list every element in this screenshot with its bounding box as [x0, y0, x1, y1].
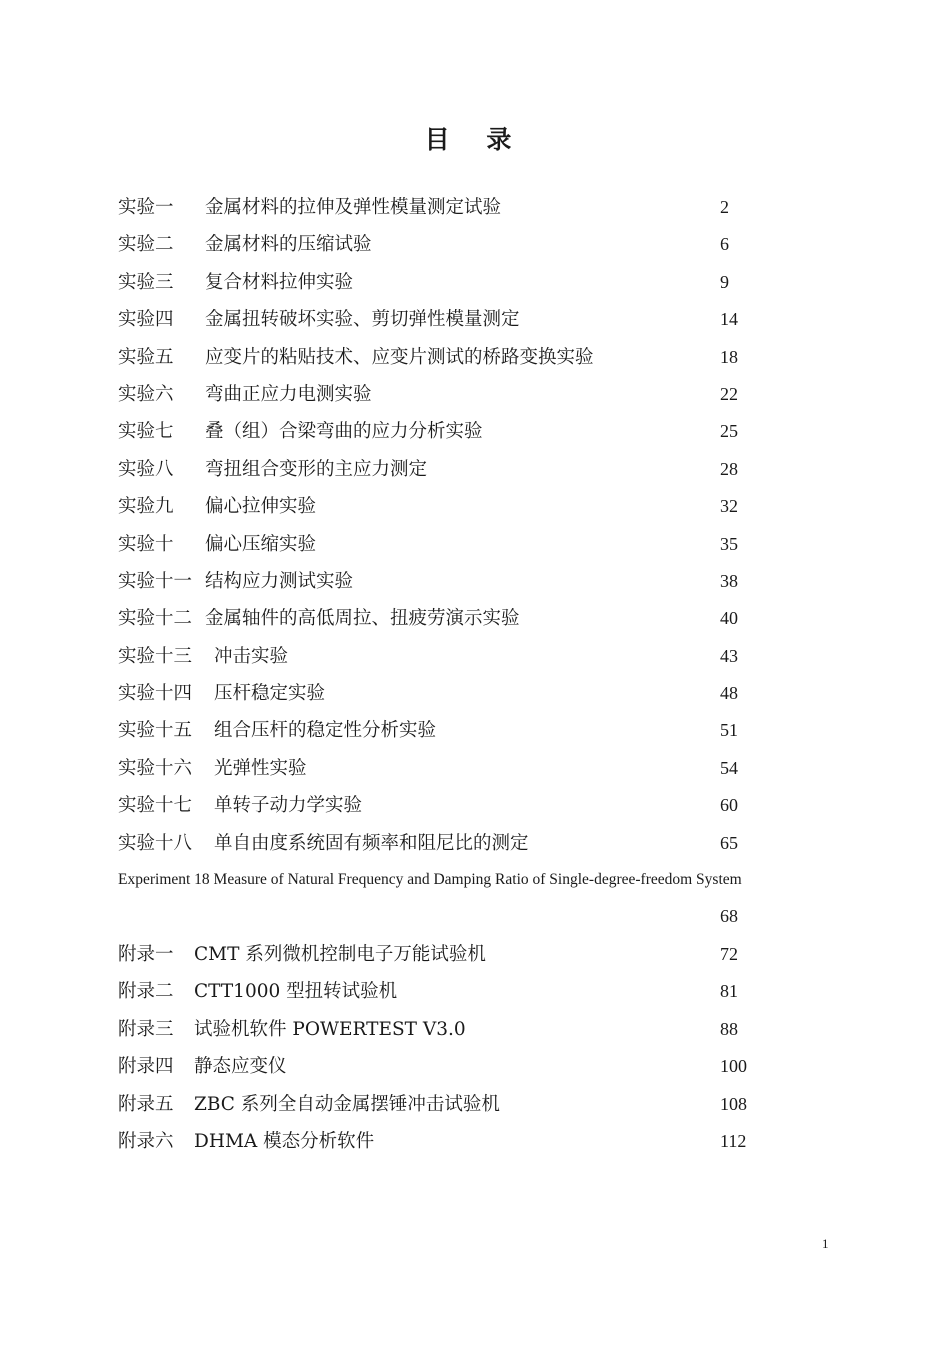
- entry-page: 9: [720, 271, 729, 292]
- entry-title: 冲击实验: [214, 645, 289, 667]
- toc-entry[interactable]: [118, 413, 818, 450]
- toc-appendix[interactable]: [118, 1011, 818, 1048]
- entry-page: 28: [720, 458, 738, 479]
- toc-entry[interactable]: [118, 825, 818, 862]
- toc-entry[interactable]: [118, 488, 818, 525]
- appendix-title: DHMA 模态分析软件: [194, 1130, 375, 1152]
- entry-label: 实验七: [118, 421, 174, 443]
- toc-entry[interactable]: [118, 675, 818, 712]
- appendix-label: 附录二: [118, 981, 174, 1003]
- toc-entry[interactable]: [118, 339, 818, 376]
- toc-entry[interactable]: [118, 787, 818, 824]
- entry-title: 结构应力测试实验: [205, 570, 354, 592]
- toc-appendix[interactable]: [118, 1048, 818, 1085]
- entry-page: 38: [720, 570, 738, 591]
- english-entry-text: Experiment 18 Measure of Natural Frequency and Damping Ratio of Single-degree-freedom System: [118, 871, 742, 889]
- entry-page: 32: [720, 496, 738, 517]
- appendix-label: 附录一: [118, 944, 174, 966]
- entry-page: 68: [720, 906, 738, 927]
- entry-page: 40: [720, 608, 738, 629]
- toc-list: [118, 189, 818, 1160]
- toc-entry[interactable]: [118, 264, 818, 301]
- toc-appendix[interactable]: [118, 936, 818, 973]
- toc-entry[interactable]: [118, 526, 818, 563]
- toc-entry[interactable]: [118, 376, 818, 413]
- appendix-page: 112: [720, 1130, 747, 1151]
- entry-title: 金属材料的压缩试验: [205, 234, 372, 256]
- appendix-page: 88: [720, 1018, 738, 1039]
- toc-entry[interactable]: [118, 301, 818, 338]
- appendix-label: 附录四: [118, 1056, 174, 1078]
- entry-title: 组合压杆的稳定性分析实验: [214, 720, 437, 742]
- entry-page: 2: [720, 197, 729, 217]
- entry-label: 实验十七: [118, 795, 193, 817]
- entry-label: 实验十八: [118, 832, 193, 854]
- appendix-title: ZBC 系列全自动金属摆锤冲击试验机: [194, 1093, 500, 1115]
- toc-entry[interactable]: [118, 451, 818, 488]
- entry-page: 51: [720, 720, 738, 741]
- entry-label: 实验十五: [118, 720, 193, 742]
- page-title: 目 录: [424, 125, 526, 154]
- entry-page: 18: [720, 346, 738, 367]
- toc-entry[interactable]: [118, 189, 818, 226]
- appendix-label: 附录五: [118, 1093, 174, 1115]
- entry-page: 60: [720, 795, 738, 816]
- entry-title: 复合材料拉伸实验: [205, 271, 354, 293]
- toc-entry[interactable]: [118, 712, 818, 749]
- entry-label: 实验一: [118, 197, 174, 218]
- toc-entry[interactable]: [118, 600, 818, 637]
- entry-title: 金属扭转破坏实验、剪切弹性模量测定: [205, 309, 520, 331]
- appendix-page: 72: [720, 944, 738, 965]
- appendix-title: 静态应变仪: [194, 1056, 287, 1078]
- entry-label: 实验十: [118, 533, 174, 555]
- entry-label: 实验十一: [118, 570, 193, 592]
- entry-title: 弯曲正应力电测实验: [205, 383, 372, 405]
- entry-label: 实验四: [118, 309, 174, 331]
- toc-appendix[interactable]: [118, 1086, 818, 1123]
- entry-label: 实验三: [118, 271, 174, 293]
- entry-label: 实验八: [118, 458, 174, 480]
- entry-title: 单转子动力学实验: [214, 795, 363, 817]
- entry-label: 实验六: [118, 383, 174, 405]
- page-number: 1: [822, 1236, 829, 1251]
- entry-title: 压杆稳定实验: [214, 683, 326, 705]
- toc-english-entry-page-row: [118, 898, 818, 936]
- appendix-page: 81: [720, 981, 738, 1002]
- entry-title: 单自由度系统固有频率和阻尼比的测定: [214, 832, 529, 854]
- entry-page: 25: [720, 421, 738, 442]
- entry-title: 偏心压缩实验: [205, 533, 317, 555]
- appendix-title: CTT1000 型扭转试验机: [194, 981, 398, 1003]
- entry-label: 实验十六: [118, 757, 193, 779]
- entry-label: 实验十四: [118, 683, 193, 705]
- entry-title: 弯扭组合变形的主应力测定: [205, 458, 428, 480]
- entry-label: 实验五: [118, 346, 174, 368]
- appendix-page: 100: [720, 1056, 747, 1077]
- entry-page: 54: [720, 757, 738, 778]
- toc-appendix[interactable]: [118, 1123, 818, 1160]
- entry-title: 光弹性实验: [214, 757, 307, 779]
- toc-entry[interactable]: [118, 226, 818, 263]
- entry-page: 14: [720, 309, 738, 330]
- entry-label: 实验十二: [118, 608, 193, 630]
- toc-entry[interactable]: [118, 750, 818, 787]
- toc-entry[interactable]: [118, 638, 818, 675]
- toc-english-entry[interactable]: [118, 862, 818, 898]
- appendix-title: 试验机软件 POWERTEST V3.0: [194, 1018, 466, 1040]
- appendix-label: 附录六: [118, 1130, 174, 1152]
- entry-title: 金属材料的拉伸及弹性模量测定试验: [205, 197, 502, 218]
- entry-title: 金属轴件的高低周拉、扭疲劳演示实验: [205, 608, 520, 630]
- toc-entry[interactable]: [118, 563, 818, 600]
- entry-label: 实验十三: [118, 645, 193, 667]
- entry-title: 偏心拉伸实验: [205, 496, 317, 518]
- entry-label: 实验九: [118, 496, 174, 518]
- entry-page: 43: [720, 645, 738, 666]
- entry-label: 实验二: [118, 234, 174, 256]
- entry-page: 6: [720, 234, 729, 255]
- appendix-title: CMT 系列微机控制电子万能试验机: [194, 944, 486, 966]
- entry-page: 22: [720, 383, 738, 404]
- toc-appendix[interactable]: [118, 973, 818, 1010]
- appendix-page: 108: [720, 1093, 747, 1114]
- entry-title: 应变片的粘贴技术、应变片测试的桥路变换实验: [205, 346, 594, 368]
- entry-page: 35: [720, 533, 738, 554]
- appendix-label: 附录三: [118, 1018, 174, 1040]
- entry-page: 48: [720, 683, 738, 704]
- entry-page: 65: [720, 832, 738, 853]
- entry-title: 叠（组）合梁弯曲的应力分析实验: [205, 421, 483, 443]
